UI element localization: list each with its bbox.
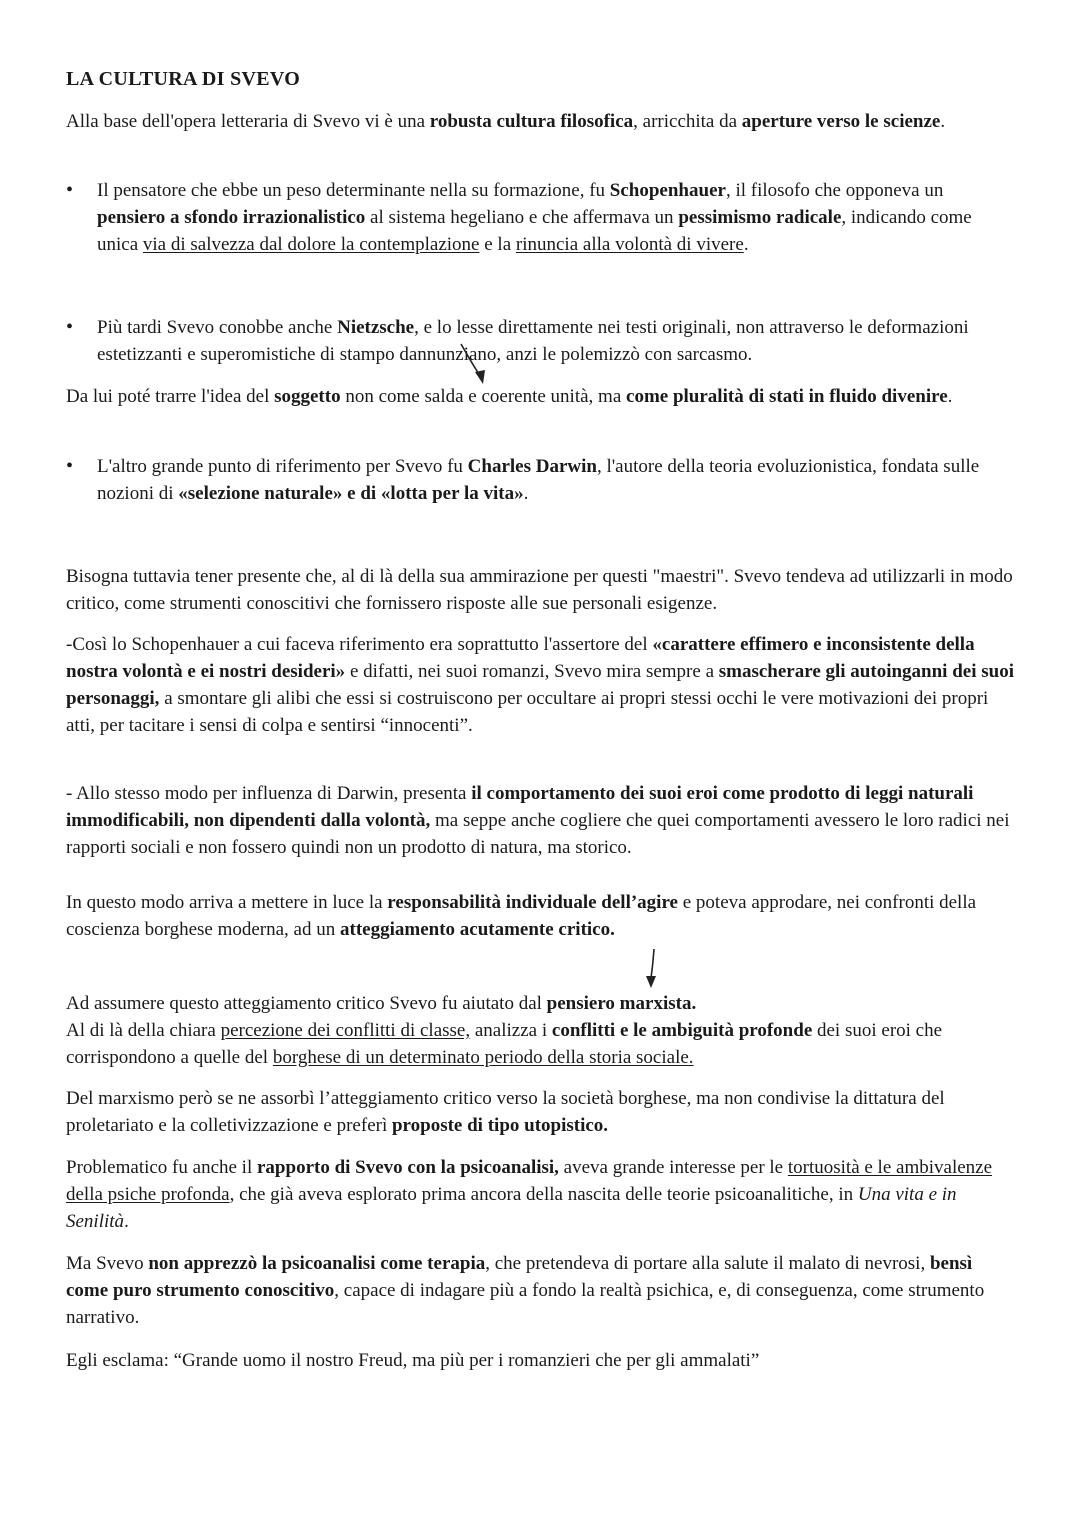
schopenhauer-paragraph — [66, 631, 1016, 739]
text-run: al sistema hegeliano e che affermava un — [365, 207, 679, 228]
underlined-text: via di salvezza dal dolore la contemplazione — [142, 234, 480, 255]
text-run: Da lui poté trarre l'idea del — [66, 386, 275, 407]
responsibility-paragraph — [66, 889, 1016, 943]
bold-text: atteggiamento acutamente critico. — [340, 919, 615, 940]
bold-text: «selezione naturale» e di «lotta per la vita» — [178, 483, 524, 504]
bold-text: smascherare gli autoinganni dei suoi personaggi, — [66, 661, 1014, 709]
text-run: - Allo stesso modo per influenza di Darwin, presenta — [66, 783, 472, 804]
text-run: Ad assumere questo atteggiamento critico Svevo fu aiutato dal — [66, 993, 547, 1014]
text-run: . — [940, 111, 946, 132]
bold-text: bensì come puro strumento conoscitivo — [66, 1253, 973, 1301]
text-run: . — [743, 234, 749, 255]
psychoanalysis-paragraph — [66, 1154, 1016, 1235]
bold-text: soggetto — [274, 386, 341, 407]
bold-text: non apprezzò la psicoanalisi come terapia — [148, 1253, 486, 1274]
underlined-text: borghese di un determinato periodo della storia sociale. — [272, 1047, 694, 1068]
underlined-text: rinuncia alla volontà di vivere — [515, 234, 744, 255]
freud-quote — [66, 1347, 1016, 1374]
bold-text: responsabilità individuale dell’agire — [387, 892, 678, 913]
text-run: , l'autore della teoria evoluzionistica, fondata sulle nozioni di — [97, 456, 980, 504]
psychoanalysis-therapy-paragraph — [66, 1250, 1016, 1331]
bold-text: pessimismo radicale — [678, 207, 842, 228]
underlined-text: percezione dei conflitti di classe, — [220, 1020, 471, 1041]
page-title: LA CULTURA DI SVEVO — [66, 68, 301, 90]
text-run: . — [947, 386, 953, 407]
text-run: a smontare gli alibi che essi si costruiscono per occultare ai propri stessi occhi le vere motivazioni dei propri atti, per tacitare i sensi di colpa e sentirsi “innocenti”. — [66, 688, 989, 736]
underlined-text: tortuosità e le ambivalenze della psiche profonda — [66, 1157, 993, 1205]
intro-paragraph — [66, 108, 1016, 135]
bold-text: pensiero a sfondo irrazionalistico — [97, 207, 366, 228]
bullet-icon: • — [66, 179, 74, 201]
text-run: aveva grande interesse per le — [558, 1157, 788, 1178]
bullet-icon: • — [66, 455, 74, 477]
text-run: e poteva approdare, nei confronti della coscienza borghese moderna, ad un — [66, 892, 977, 940]
text-run: Bisogna tuttavia tener presente che, al di là della sua ammirazione per questi "maestri". Svevo tendeva ad utilizzarli in modo critico, come strumenti conoscitivi che fornissero risposte alle sue personali esigenze. — [66, 566, 1013, 614]
text-run: . — [124, 1211, 129, 1232]
darwin-paragraph — [66, 780, 1016, 861]
italic-text: Una vita e in Senilità — [66, 1184, 957, 1232]
bold-text: aperture verso le scienze — [741, 111, 941, 132]
bold-text: «carattere effimero e inconsistente della nostra volontà e ei nostri desideri» — [66, 634, 975, 682]
text-run: , che già aveva esplorato prima ancora della nascita delle teorie psicoanalitiche, in — [229, 1184, 858, 1205]
text-run: , arricchita da — [633, 111, 742, 132]
bold-text: pensiero marxista. — [546, 993, 697, 1014]
bullet-text — [97, 453, 1013, 507]
bold-text: robusta cultura filosofica — [429, 111, 634, 132]
bold-text: il comportamento dei suoi eroi come prodotto di leggi naturali immodificabili, non dipendenti dalla volontà, — [66, 783, 974, 831]
text-run: , capace di indagare più a fondo la realtà psichica, e, di conseguenza, come strumento narrativo. — [66, 1280, 985, 1328]
text-run: , che pretendeva di portare alla salute il malato di nevrosi, — [485, 1253, 930, 1274]
text-run: Più tardi Svevo conobbe anche — [97, 317, 338, 338]
text-run: Al di là della chiara — [66, 1020, 221, 1041]
bold-text: Nietzsche — [337, 317, 415, 338]
text-run: Egli esclama: “Grande uomo il nostro Freud, ma più per i romanzieri che per gli ammalati” — [66, 1350, 760, 1371]
text-run: , indicando come unica — [97, 207, 972, 255]
text-run: , e lo lesse direttamente nei testi originali, non attraverso le deformazioni estetizzanti e superomistiche di stampo dannunziano, anzi le polemizzò con sarcasmo. — [97, 317, 969, 365]
text-run: . — [523, 483, 529, 504]
bold-text: Schopenhauer — [609, 180, 726, 201]
text-run: analizza i — [470, 1020, 552, 1041]
text-run: e la — [479, 234, 516, 255]
handwritten-arrow-icon — [642, 946, 662, 990]
text-run: Ma Svevo — [66, 1253, 149, 1274]
bold-text: come pluralità di stati in fluido divenire — [626, 386, 948, 407]
marxism-intro — [66, 990, 1016, 1017]
text-run: e difatti, nei suoi romanzi, Svevo mira sempre a — [345, 661, 719, 682]
text-run: Il pensatore che ebbe un peso determinante nella su formazione, fu — [97, 180, 610, 201]
text-run: ma seppe anche cogliere che quei comportamenti avessero le loro radici nei rapporti sociali e non fossero quindi non un prodotto di natura, ma storico. — [66, 810, 1010, 858]
bullet-icon: • — [66, 316, 74, 338]
handwritten-arrow-icon — [458, 340, 488, 386]
text-run: In questo modo arriva a mettere in luce la — [66, 892, 388, 913]
bullet-text — [97, 314, 1013, 368]
bold-text: Charles Darwin — [467, 456, 597, 477]
text-run: Problematico fu anche il — [66, 1157, 257, 1178]
bold-text: proposte di tipo utopistico. — [391, 1115, 609, 1136]
text-run: , il filosofo che opponeva un — [725, 180, 944, 201]
nietzsche-paragraph — [66, 383, 1016, 410]
marxism-paragraph — [66, 1085, 1016, 1139]
maestri-paragraph — [66, 563, 1016, 617]
text-run: non come salda e coerente unità, ma — [340, 386, 627, 407]
bullet-text — [97, 177, 1013, 258]
text-run: -Così lo Schopenhauer a cui faceva riferimento era soprattutto l'assertore del — [66, 634, 653, 655]
text-run: Del marxismo però se ne assorbì l’atteggiamento critico verso la società borghese, ma non condivise la dittatura del proletariato e la colletivizzazione e preferì — [66, 1088, 945, 1136]
marxism-conflicts — [66, 1017, 1016, 1071]
text-run: dei suoi eroi che corrispondono a quelle del — [66, 1020, 943, 1068]
bold-text: conflitti e le ambiguità profonde — [551, 1020, 813, 1041]
bold-text: rapporto di Svevo con la psicoanalisi, — [257, 1157, 559, 1178]
text-run: Alla base dell'opera letteraria di Svevo vi è una — [66, 111, 430, 132]
text-run: L'altro grande punto di riferimento per Svevo fu — [97, 456, 468, 477]
